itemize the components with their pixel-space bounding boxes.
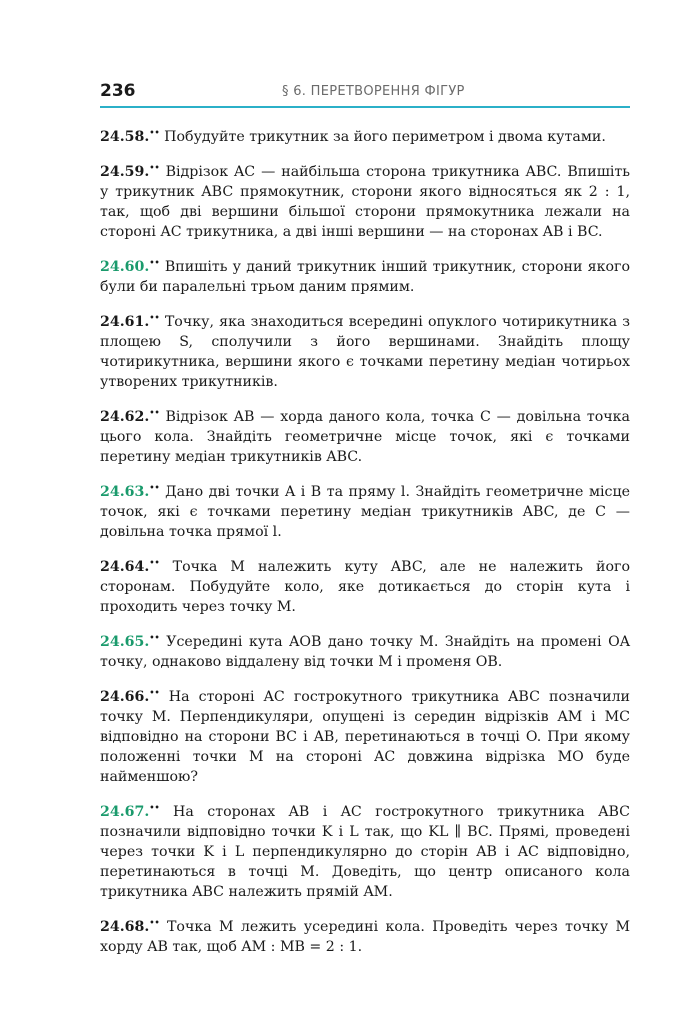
- problem-24-59: [100, 157, 630, 242]
- page-header: [100, 80, 630, 108]
- problem-24-65: [100, 627, 630, 672]
- difficulty-mark: ••: [149, 802, 160, 812]
- difficulty-mark: ••: [149, 917, 160, 927]
- problem-text: Відрізок AC — найбільша сторона трикутника ABC. Впишіть у трикутник ABC прямокутник, сторони якого відносяться як 2 : 1, так, щоб дві вершини більшої сторони прямокутника лежали на стороні AC трикутника, а дві інші вершини — на сторонах AB і BC.: [100, 164, 630, 240]
- problem-list: [100, 122, 630, 967]
- problem-text: Побудуйте трикутник за його периметром і двома кутами.: [164, 129, 606, 145]
- section-title: § 6. ПЕРЕТВОРЕННЯ ФІГУР: [282, 84, 465, 99]
- problem-24-67: [100, 797, 630, 902]
- problem-text: На стороні AC гострокутного трикутника ABC позначили точку M. Перпендикуляри, опущені із середин відрізків AM і MC відповідно на сторони BC і AB, перетинаються в точці O. При якому положенні точки M на стороні AC довжина відрізка MO буде найменшою?: [100, 689, 630, 785]
- problem-24-58: [100, 122, 630, 147]
- problem-number: 24.62.: [100, 409, 150, 425]
- problem-number: 24.67.: [100, 804, 150, 820]
- problem-number: 24.59.: [100, 164, 150, 180]
- problem-number: 24.64.: [100, 559, 150, 575]
- problem-number: 24.65.: [100, 634, 150, 650]
- difficulty-mark: ••: [149, 162, 160, 172]
- difficulty-mark: ••: [149, 687, 160, 697]
- problem-24-63: [100, 477, 630, 542]
- problem-24-66: [100, 682, 630, 787]
- problem-text: Усередині кута AOB дано точку M. Знайдіть на промені OA точку, однаково віддалену від точки M і променя OB.: [100, 634, 630, 670]
- problem-number: 24.63.: [100, 484, 150, 500]
- difficulty-mark: ••: [149, 127, 160, 137]
- problem-number: 24.68.: [100, 919, 150, 935]
- problem-number: 24.58.: [100, 129, 150, 145]
- difficulty-mark: ••: [149, 482, 160, 492]
- problem-text: Точка M лежить усередині кола. Проведіть через точку M хорду AB так, щоб AM : MB = 2 : 1.: [100, 919, 630, 955]
- problem-text: На сторонах AB і AC гострокутного трикутника ABC позначили відповідно точки K і L так, що KL ∥ BC. Прямі, проведені через точки K і L перпендикулярно до сторін AB і AC відповідно, перетинаються в точці M. Доведіть, що центр описаного кола трикутника ABC належить прямій AM.: [100, 804, 630, 900]
- problem-24-62: [100, 402, 630, 467]
- difficulty-mark: ••: [149, 257, 160, 267]
- difficulty-mark: ••: [149, 557, 160, 567]
- difficulty-mark: ••: [149, 312, 160, 322]
- difficulty-mark: ••: [149, 632, 160, 642]
- problem-text: Точка M належить куту ABC, але не належить його сторонам. Побудуйте коло, яке дотикається до сторін кута і проходить через точку M.: [100, 559, 630, 615]
- page-number: 236: [100, 81, 136, 101]
- problem-number: 24.60.: [100, 259, 150, 275]
- problem-text: Впишіть у даний трикутник інший трикутник, сторони якого були би паралельні трьом даним прямим.: [100, 259, 630, 295]
- problem-text: Точку, яка знаходиться всередині опуклого чотирикутника з площею S, сполучили з його вершинами. Знайдіть площу чотирикутника, вершини якого є точками перетину медіан чотирьох утворених трикутників.: [100, 314, 630, 390]
- problem-24-64: [100, 552, 630, 617]
- problem-text: Дано дві точки A і B та пряму l. Знайдіть геометричне місце точок, які є точками перетину медіан трикутників ABC, де C — довільна точка прямої l.: [100, 484, 630, 540]
- problem-number: 24.66.: [100, 689, 150, 705]
- problem-24-68: [100, 912, 630, 957]
- problem-24-61: [100, 307, 630, 392]
- problem-text: Відрізок AB — хорда даного кола, точка C — довільна точка цього кола. Знайдіть геометричне місце точок, які є точками перетину медіан трикутників ABC.: [100, 409, 630, 465]
- problem-24-60: [100, 252, 630, 297]
- difficulty-mark: ••: [149, 407, 160, 417]
- problem-number: 24.61.: [100, 314, 150, 330]
